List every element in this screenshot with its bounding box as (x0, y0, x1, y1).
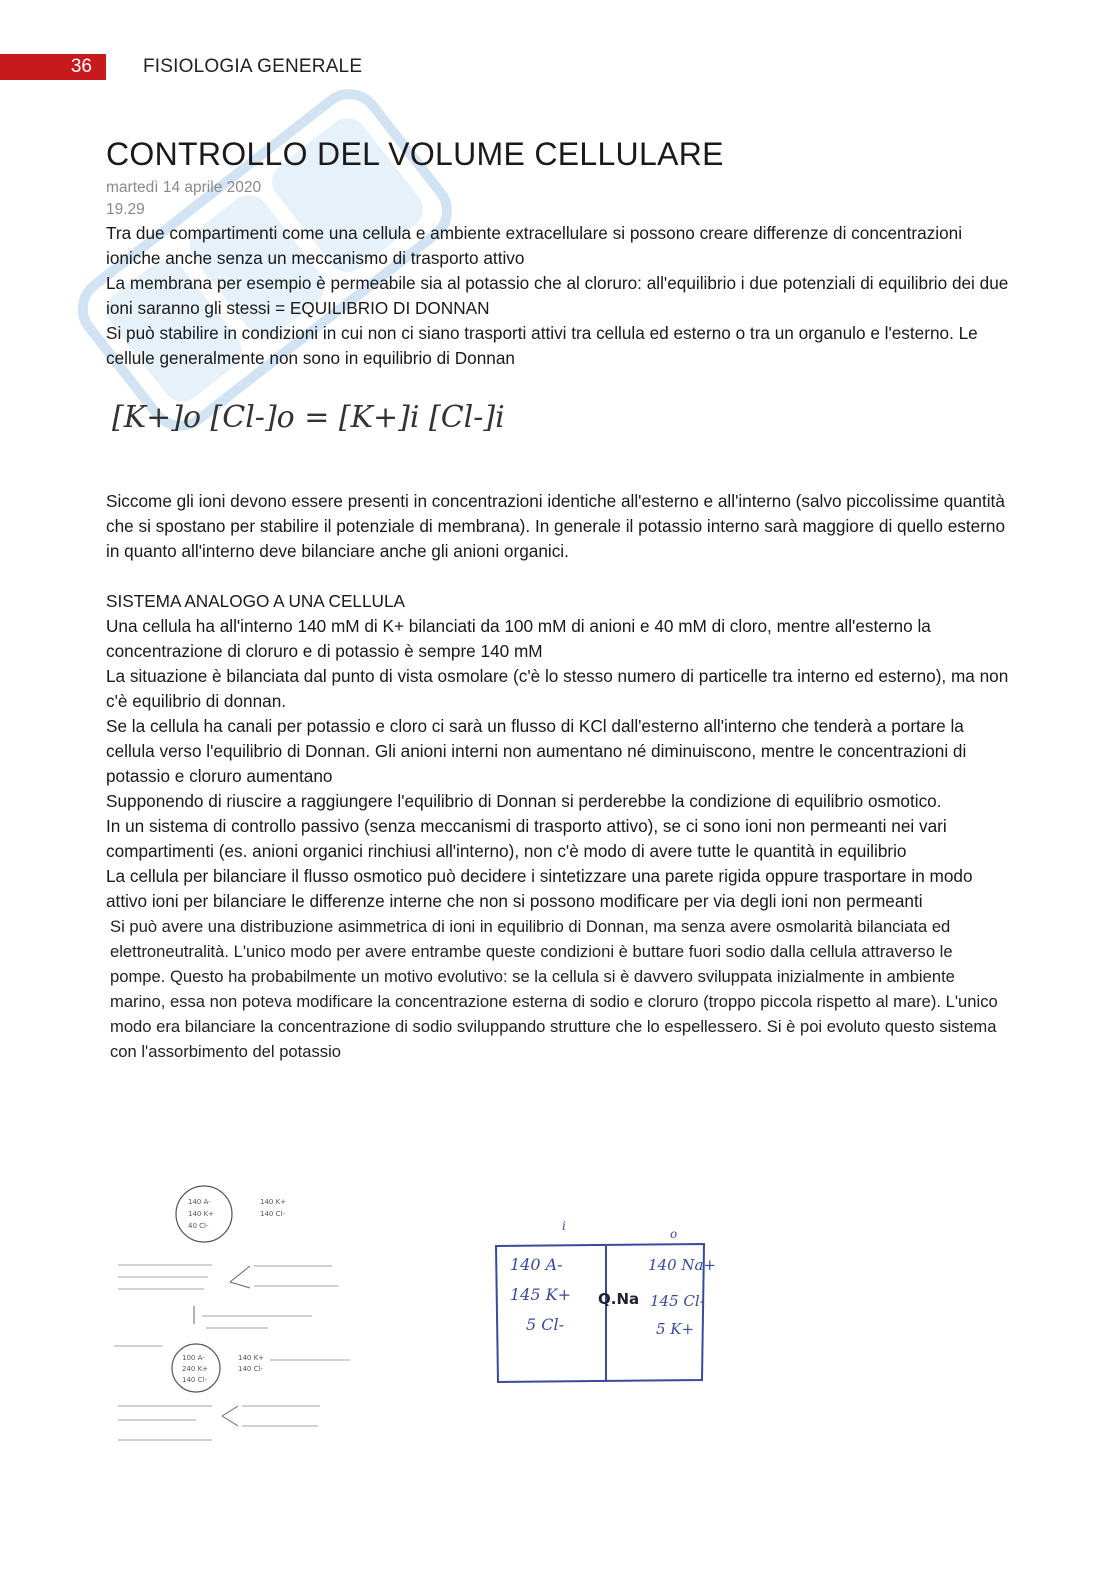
page-number: 36 (70, 56, 92, 77)
intro-paragraph: La membrana per esempio è permeabile sia al potassio che al cloruro: all'equilibrio i due potenziali di equilibrio dei due ioni saranno gli stessi = EQUILIBRIO DI DONNAN (106, 273, 1009, 318)
inside-label: i (562, 1219, 566, 1233)
cell1-value: 40 Cl- (188, 1222, 209, 1230)
intro-paragraph: Tra due compartimenti come una cellula e ambiente extracellulare si possono creare differenze di concentrazioni ioniche anche senza un meccanismo di trasporto attivo (106, 223, 963, 268)
out1-value: 140 K+ (260, 1198, 287, 1206)
handwritten-notes-diagram (112, 1170, 362, 1450)
out2-value: 140 Cl- (238, 1365, 263, 1373)
cell1-value: 140 A- (188, 1198, 211, 1206)
outside-label: o (670, 1227, 678, 1241)
body-paragraph: Siccome gli ioni devono essere presenti in concentrazioni identiche all'esterno e all'interno (salvo piccolissime quantità che si spostano per stabilire il potenziale di membrana). In generale il potassio interno sarà maggiore di quello esterno in quanto all'interno deve bilanciare anche gli anioni organici. (106, 491, 1006, 561)
cell2-value: 100 A- (182, 1354, 205, 1362)
out2-value: 140 K+ (238, 1354, 265, 1362)
formula-text: [K+]o [Cl-]o = [K+]i [Cl-]i (112, 400, 505, 435)
inside-value: 145 K+ (510, 1285, 571, 1304)
note-time: 19.29 (106, 201, 145, 218)
section-paragraph: Se la cellula ha canali per potassio e cloro ci sarà un flusso di KCl dall'esterno all'interno che tenderà a portare la cellula verso l'equilibrio di Donnan. Gli anioni interni non aumentano né diminuiscono, mentre le concentrazioni di potassio e cloruro aumentano (106, 716, 967, 786)
section-paragraph: In un sistema di controllo passivo (senza meccanismi di trasporto attivo), se ci sono ioni non permeanti nei vari compartimenti (es. anioni organici rinchiusi all'interno), non c'è modo di avere tutte le quantità in equilibrio (106, 816, 947, 861)
outside-value: 5 K+ (656, 1320, 695, 1338)
donnan-compartment-diagram (492, 1218, 717, 1388)
inside-value: 5 Cl- (526, 1315, 565, 1334)
page-title: CONTROLLO DEL VOLUME CELLULARE (106, 136, 724, 172)
outside-value: 140 Na+ (648, 1256, 717, 1274)
section-paragraph: Una cellula ha all'interno 140 mM di K+ bilanciati da 100 mM di anioni e 40 mM di cloro, mentre all'esterno la concentrazione di cloruro e di potassio è sempre 140 mM (106, 616, 931, 661)
section-paragraph: Supponendo di riuscire a raggiungere l'equilibrio di Donnan si perderebbe la condizione di equilibrio osmotico. (106, 791, 942, 811)
section-paragraph: La cellula per bilanciare il flusso osmotico può decidere i sintetizzare una parete rigida oppure trasportare in modo attivo ioni per bilanciare le differenze interne che non si possono modificare per via degli ioni non permeanti (106, 866, 973, 911)
cell2-value: 240 K+ (182, 1365, 209, 1373)
section-paragraph: La situazione è bilanciata dal punto di vista osmolare (c'è lo stesso numero di particelle tra interno ed esterno), ma non c'è equilibrio di donnan. (106, 666, 1009, 711)
out1-value: 140 Cl- (260, 1210, 285, 1218)
document-body (106, 136, 1011, 1064)
intro-paragraph: Si può stabilire in condizioni in cui non ci siano trasporti attivi tra cellula ed esterno o tra un organulo e l'esterno. Le cellule generalmente non sono in equilibrio di Donnan (106, 323, 978, 368)
outside-value: 145 Cl- (650, 1292, 705, 1310)
cell2-value: 140 Cl- (182, 1376, 207, 1384)
membrane-label: Q.Na (598, 1290, 640, 1308)
spacer (106, 564, 1011, 589)
pasted-paragraph: Si può avere una distribuzione asimmetrica di ioni in equilibrio di Donnan, ma senza avere osmolarità bilanciata ed elettroneutralità. L'unico modo per avere entrambe queste condizioni è buttare fuori sodio dalla cellula attraverso le pompe. Questo ha probabilmente un motivo evolutivo: se la cellula si è davvero sviluppata inizialmente in ambiente marino, essa non poteva modificare la concentrazione esterna di sodio e cloruro (troppo piccola rispetto al mare). L'unico modo era bilanciare la concentrazione di sodio sviluppando strutture che lo espellessero. Si è poi evoluto questo sistema con l'assorbimento del potassio (110, 917, 998, 1061)
running-header: FISIOLOGIA GENERALE (143, 56, 363, 77)
section-heading: SISTEMA ANALOGO A UNA CELLULA (106, 591, 405, 611)
inside-value: 140 A- (510, 1255, 563, 1274)
cell1-value: 140 K+ (188, 1210, 215, 1218)
donnan-formula-handwritten (106, 379, 1011, 489)
page-number-tab (0, 54, 106, 80)
note-date: martedì 14 aprile 2020 (106, 179, 262, 196)
